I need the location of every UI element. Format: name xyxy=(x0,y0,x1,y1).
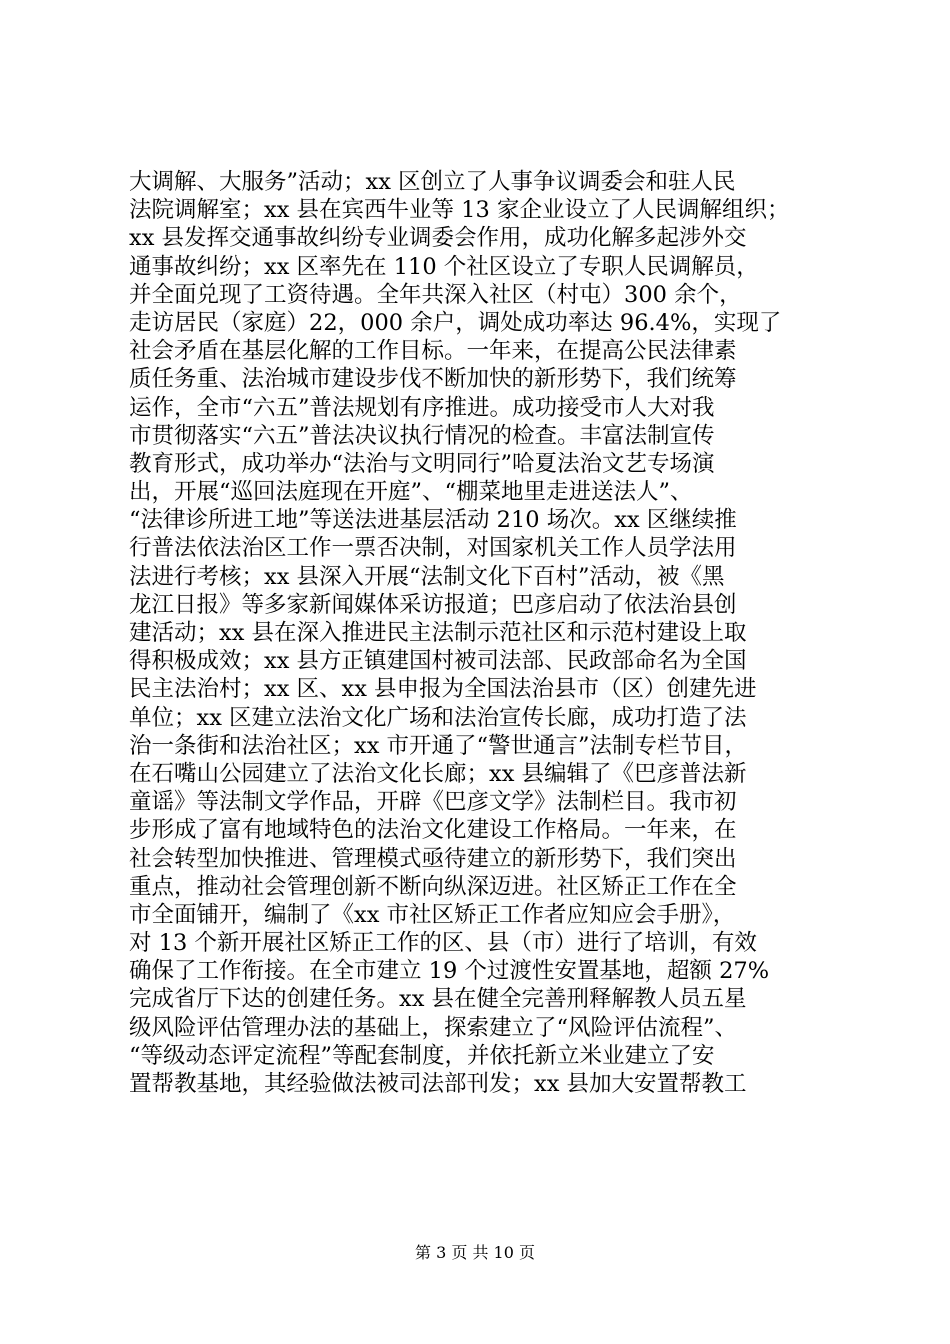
body-line-24: 步形成了富有地域特色的法治文化建设工作格局。一年来，在 xyxy=(129,817,737,844)
body-line-20: 单位；xx 区建立法治文化广场和法治宣传长廊，成功打造了法 xyxy=(129,704,747,731)
body-line-9: 运作，全市“六五”普法规划有序推进。成功接受市人大对我 xyxy=(129,394,715,421)
page-number-label: 第 3 页 共 10 页 xyxy=(415,1243,535,1262)
body-line-29: 确保了工作衔接。在全市建立 19 个过渡性安置基地，超额 27% xyxy=(129,958,770,985)
body-line-31: 级风险评估管理办法的基础上，探索建立了“风险评估流程”、 xyxy=(129,1014,738,1041)
body-line-3: xx 县发挥交通事故纠纷专业调委会作用，成功化解多起涉外交 xyxy=(129,225,747,252)
body-line-10: 市贯彻落实“六五”普法决议执行情况的检查。丰富法制宣传 xyxy=(129,422,715,449)
body-line-33: 置帮教基地，其经验做法被司法部刊发；xx 县加大安置帮教工 xyxy=(129,1071,747,1097)
body-line-11: 教育形式，成功举办“法治与文明同行”哈夏法治文艺专场演 xyxy=(129,450,715,477)
body-line-4: 通事故纠纷；xx 区率先在 110 个社区设立了专职人民调解员， xyxy=(129,253,759,280)
body-line-21: 治一条街和法治社区；xx 市开通了“警世通言”法制专栏节目， xyxy=(129,732,748,759)
body-line-22: 在石嘴山公园建立了法治文化长廊；xx 县编辑了《巴彦普法新 xyxy=(129,760,747,787)
body-line-2: 法院调解室；xx 县在宾西牛业等 13 家企业设立了人民调解组织； xyxy=(129,197,790,224)
body-line-12: 出，开展“巡回法庭现在开庭”、“棚菜地里走进送法人”、 xyxy=(129,479,693,506)
body-line-14: 行普法依法治区工作一票否决制，对国家机关工作人员学法用 xyxy=(129,535,737,562)
body-line-13: “法律诊所进工地”等送法进基层活动 210 场次。xx 区继续推 xyxy=(129,507,737,534)
body-line-17: 建活动；xx 县在深入推进民主法制示范社区和示范村建设上取 xyxy=(129,620,747,646)
body-line-30: 完成省厅下达的创建任务。xx 县在健全完善刑释解教人员五星 xyxy=(129,986,747,1013)
body-line-1: 大调解、大服务”活动；xx 区创立了人事争议调委会和驻人民 xyxy=(129,169,736,195)
page-footer xyxy=(0,1243,950,1263)
body-line-28: 对 13 个新开展社区矫正工作的区、县（市）进行了培训，有效 xyxy=(129,930,757,957)
body-line-5: 并全面兑现了工资待遇。全年共深入社区（村屯）300 余个， xyxy=(129,281,742,308)
body-line-7: 社会矛盾在基层化解的工作目标。一年来，在提高公民法律素 xyxy=(129,338,737,365)
body-line-6: 走访居民（家庭）22，000 余户，调处成功率达 96.4%，实现了 xyxy=(129,309,782,336)
body-line-25: 社会转型加快推进、管理模式亟待建立的新形势下，我们突出 xyxy=(129,845,737,872)
body-line-18: 得积极成效；xx 县方正镇建国村被司法部、民政部命名为全国 xyxy=(129,648,747,675)
body-line-15: 法进行考核；xx 县深入开展“法制文化下百村”活动，被《黑 xyxy=(129,563,725,590)
document-body xyxy=(129,168,849,1098)
body-line-32: “等级动态评定流程”等配套制度，并依托新立米业建立了安 xyxy=(129,1042,715,1069)
body-line-26: 重点，推动社会管理创新不断向纵深迈进。社区矫正工作在全 xyxy=(129,873,737,900)
body-line-19: 民主法治村；xx 区、xx 县申报为全国法治县市（区）创建先进 xyxy=(129,676,757,703)
body-line-23: 童谣》等法制文学作品，开辟《巴彦文学》法制栏目。我市初 xyxy=(129,789,737,816)
body-line-27: 市全面铺开，编制了《xx 市社区矫正工作者应知应会手册》， xyxy=(129,901,736,928)
body-line-8: 质任务重、法治城市建设步伐不断加快的新形势下，我们统筹 xyxy=(129,366,737,393)
body-line-16: 龙江日报》等多家新闻媒体采访报道；巴彦启动了依法治县创 xyxy=(129,591,737,618)
